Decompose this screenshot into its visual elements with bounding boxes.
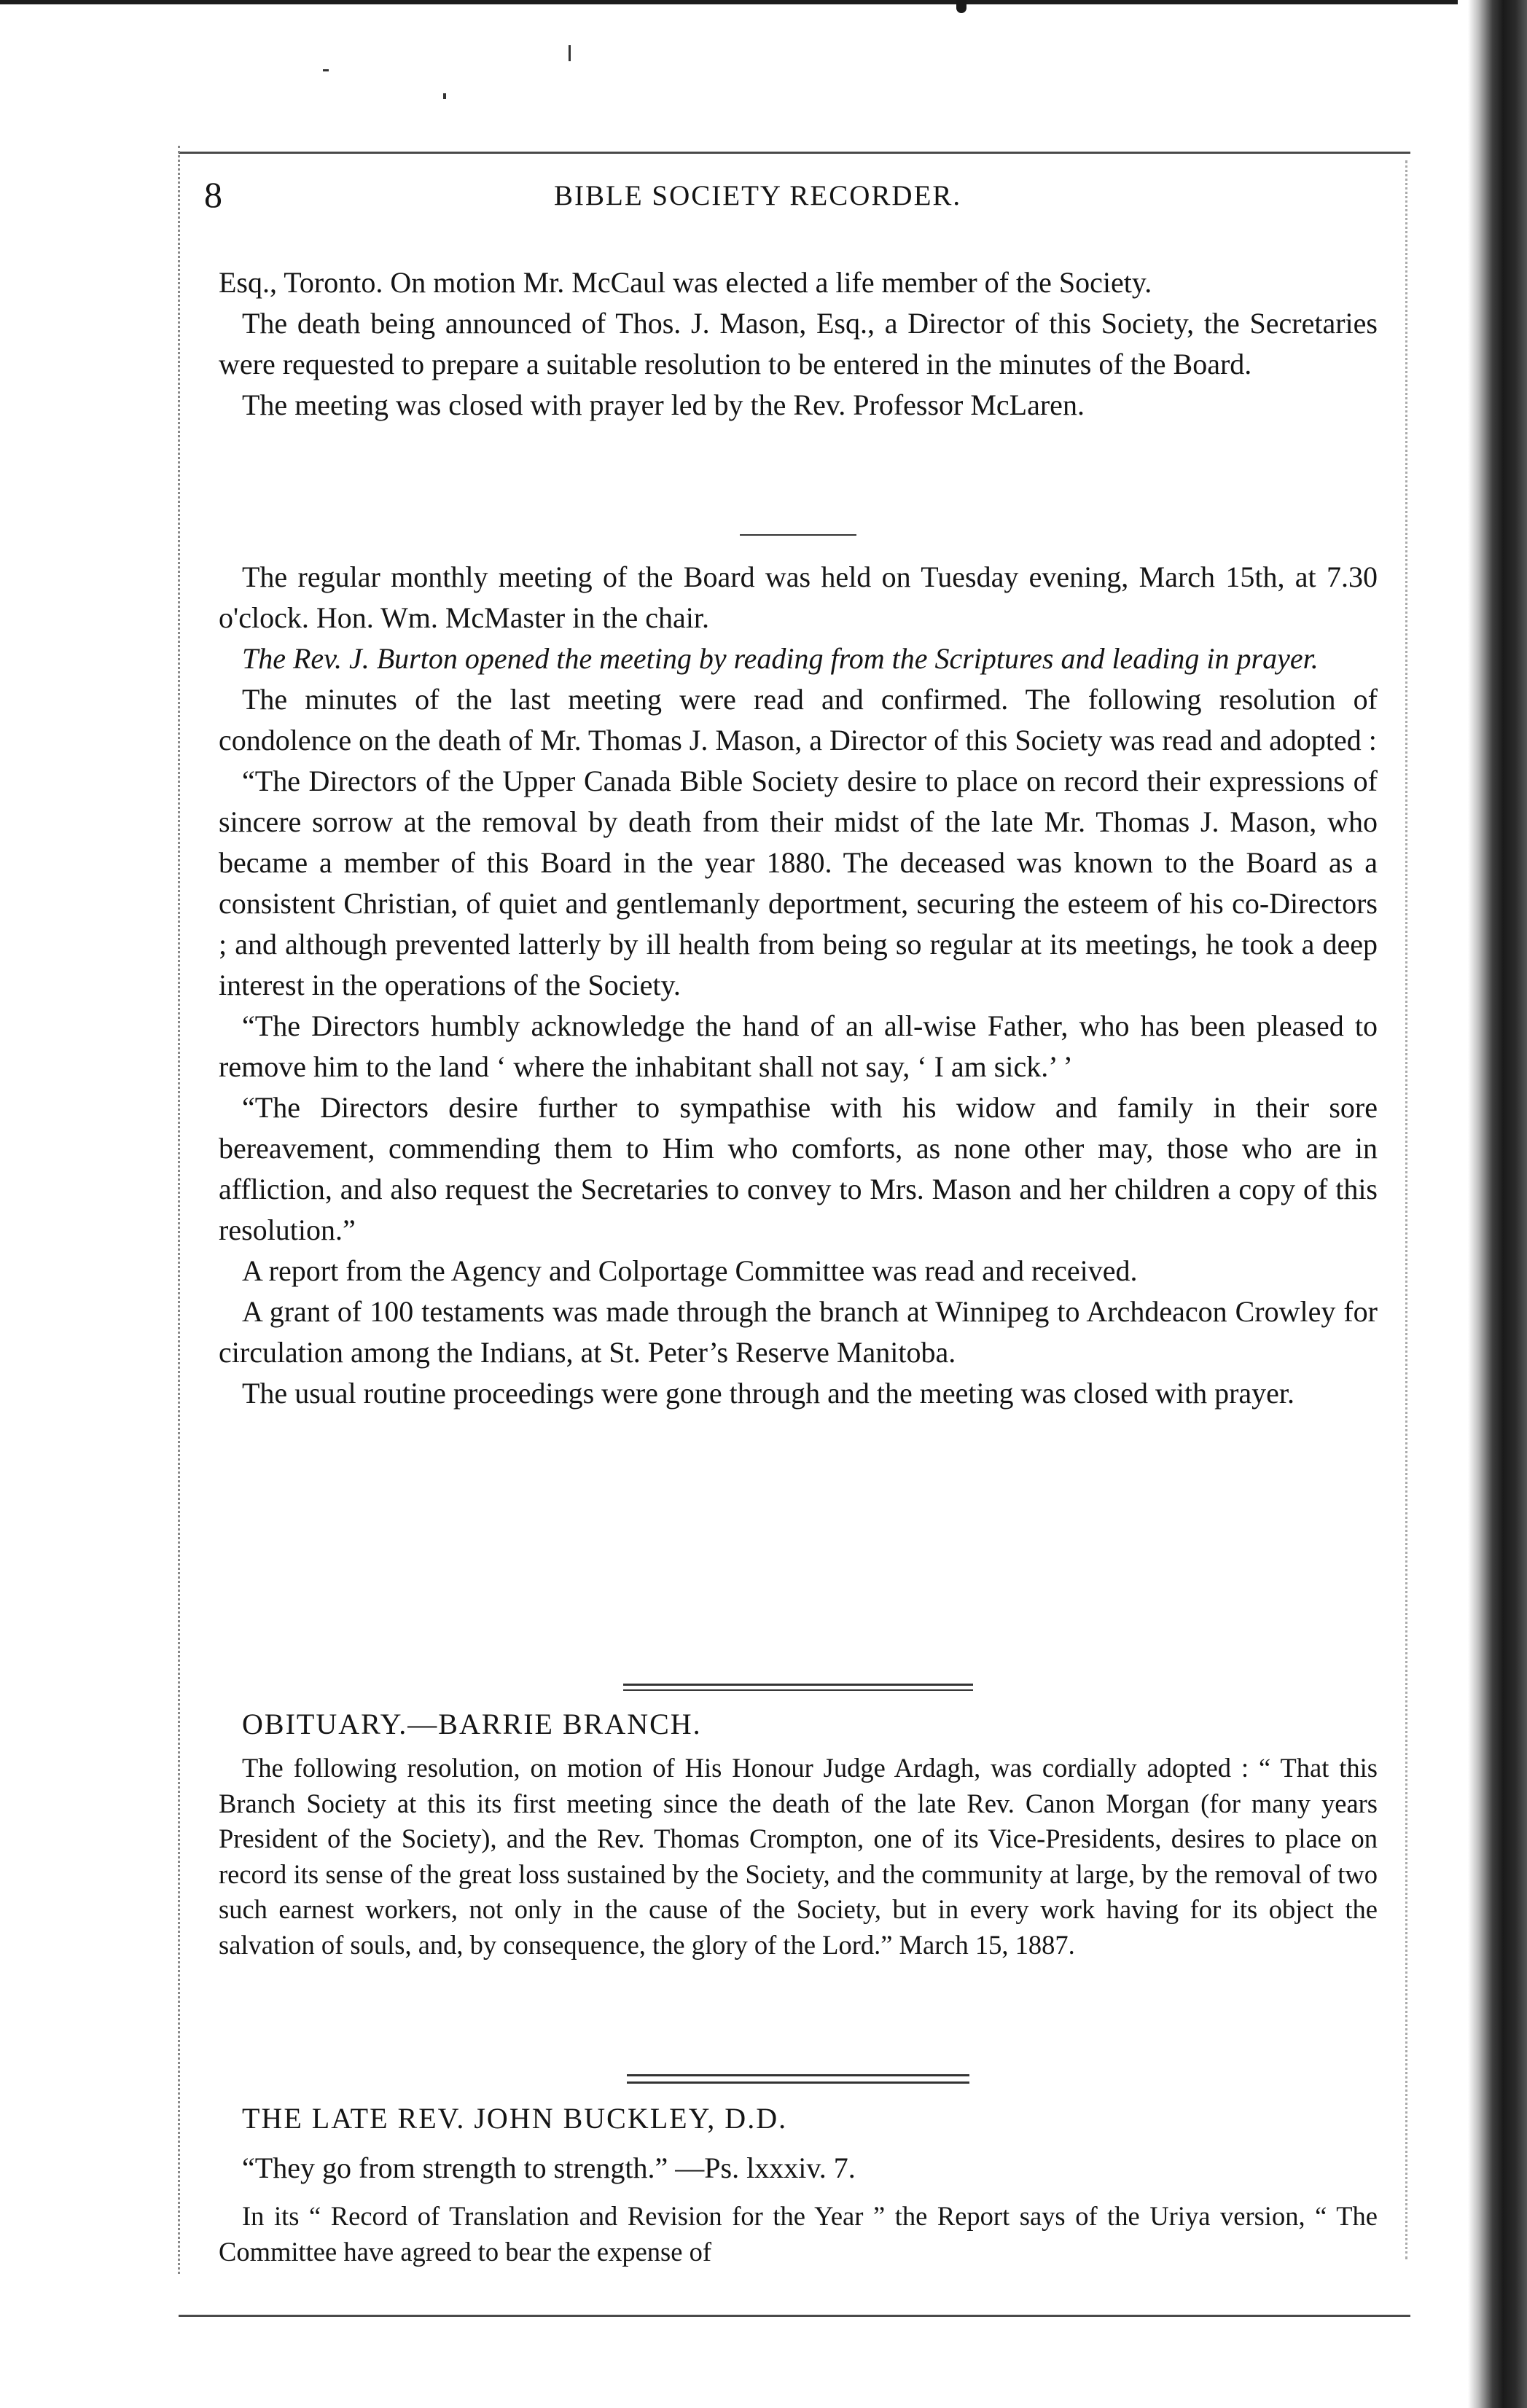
margin-rule-right xyxy=(1405,160,1407,2259)
footer-rule xyxy=(179,2315,1410,2317)
running-head: BIBLE SOCIETY RECORDER. xyxy=(554,180,962,211)
buckley-section xyxy=(219,2074,1378,2270)
resolution-paragraph: “The Directors of the Upper Canada Bible Society desire to place on record their expressions of sincere sorrow at the removal by death from their midst of the late Mr. Thomas J. Mason, who became a member of this Board in the year 1880. The deceased was known to the Board as a consistent Christian, of quiet and gentlemanly deportment, securing the esteem of his co-Directors ; and although prevented latterly by ill health from being so regular at its meetings, he took a deep interest in the operations of the Society. xyxy=(219,765,1378,1001)
section-divider xyxy=(627,2074,969,2084)
paragraph: Esq., Toronto. On motion Mr. McCaul was elected a life member of the Society. xyxy=(219,266,1152,299)
margin-rule-left xyxy=(178,146,180,2274)
scan-speck xyxy=(569,45,571,61)
obituary-section xyxy=(219,1684,1378,1963)
paragraph-group-monthly-meeting xyxy=(219,557,1378,1414)
paragraph: The usual routine proceedings were gone through and the meeting was closed with prayer. xyxy=(242,1377,1295,1410)
paragraph: A grant of 100 testaments was made through the branch at Winnipeg to Archdeacon Crowley for circulation among the Indians, at St. Peter’s Reserve Manitoba. xyxy=(219,1295,1378,1369)
paragraph: The regular monthly meeting of the Board was held on Tuesday evening, March 15th, at 7.30 o'clock. Hon. Wm. McMaster in the chair. xyxy=(219,560,1378,634)
page-binding-edge xyxy=(1468,0,1527,2408)
header-rule xyxy=(179,152,1410,154)
scan-speck xyxy=(443,93,446,99)
buckley-heading: THE LATE REV. JOHN BUCKLEY, D.D. xyxy=(242,2102,788,2135)
paragraph: A report from the Agency and Colportage Committee was read and received. xyxy=(242,1254,1138,1287)
section-divider-container xyxy=(219,534,1378,536)
scan-speck xyxy=(323,69,329,71)
scan-speck xyxy=(956,0,966,13)
paragraph: The death being announced of Thos. J. Mason, Esq., a Director of this Society, the Secretaries were requested to prepare a suitable resolution to be entered in the minutes of the Board. xyxy=(219,307,1378,380)
paragraph: The Rev. J. Burton opened the meeting by reading from the Scriptures and leading in prayer. xyxy=(242,642,1319,675)
buckley-body: In its “ Record of Translation and Revision for the Year ” the Report says of the Uriya version, “ The Committee have agreed to bear the expense of xyxy=(219,2201,1378,2267)
paragraph: The minutes of the last meeting were read and confirmed. The following resolution of condolence on the death of Mr. Thomas J. Mason, a Director of this Society was read and adopted : xyxy=(219,683,1378,757)
resolution-paragraph: “The Directors humbly acknowledge the hand of an all-wise Father, who has been pleased to remove him to the land ‘ where the inhabitant shall not say, ‘ I am sick.’ ’ xyxy=(219,1009,1378,1083)
resolution-paragraph: “The Directors desire further to sympathise with his widow and family in their sore bereavement, commending them to Him who comforts, as none other may, those who are in affliction, and also request the Secretaries to convey to Mrs. Mason and her children a copy of this resolution.” xyxy=(219,1091,1378,1246)
obituary-body: The following resolution, on motion of His Honour Judge Ardagh, was cordially adopted : “ That this Branch Society at this its first meeting since the death of the late Rev. Canon Morgan (for many years President of the Society), and the Rev. Thomas Crompton, one of its Vice-Presidents, desires to place on record its sense of the great loss sustained by the Society, and the community at large, by the removal of two such earnest workers, not only in the cause of the Society, but in every work having for its object the salvation of souls, and, by consequence, the glory of the Lord.” March 15, 1887. xyxy=(219,1753,1378,1960)
paragraph: The meeting was closed with prayer led by the Rev. Professor McLaren. xyxy=(242,388,1085,421)
section-divider xyxy=(623,1689,973,1691)
scan-top-edge xyxy=(0,0,1458,4)
paragraph-group-minutes xyxy=(219,262,1378,426)
section-divider xyxy=(623,1684,973,1686)
section-divider xyxy=(740,534,856,536)
page-number: 8 xyxy=(204,174,222,215)
obituary-heading: OBITUARY.—BARRIE BRANCH. xyxy=(242,1708,702,1740)
buckley-epigraph: “They go from strength to strength.” —Ps. lxxxiv. 7. xyxy=(242,2151,856,2184)
